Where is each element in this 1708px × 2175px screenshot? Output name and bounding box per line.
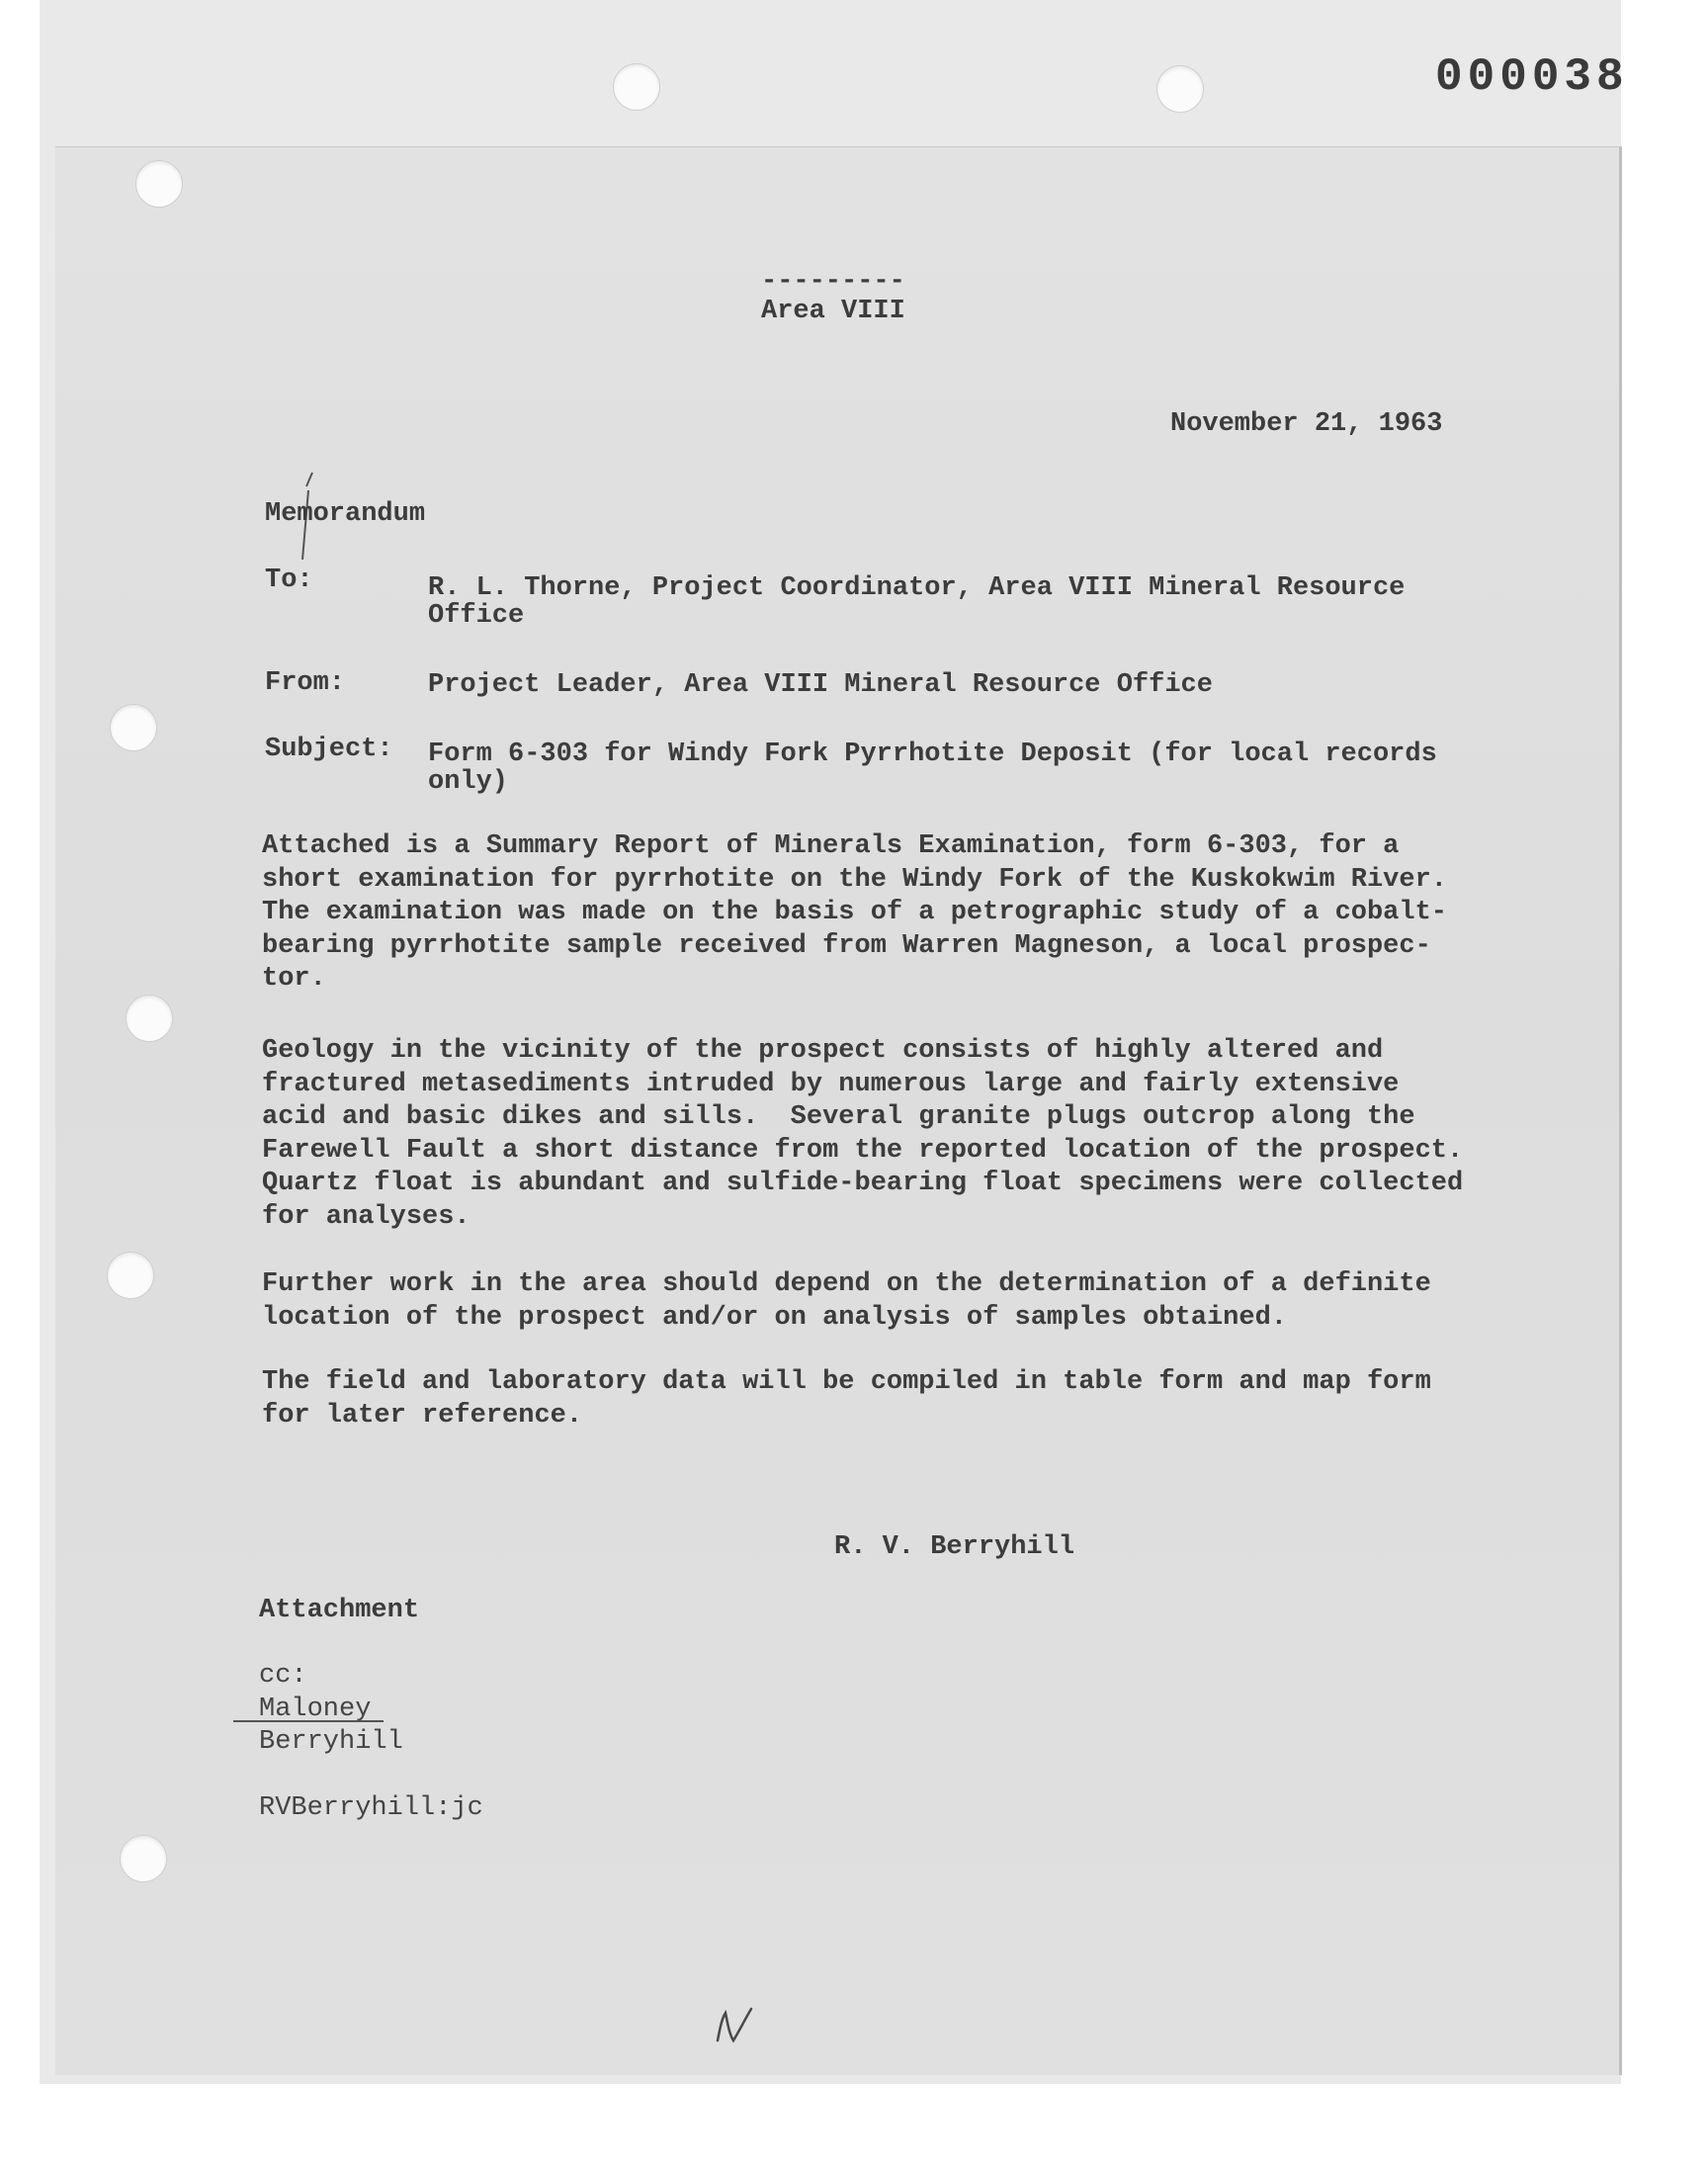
to-line-1: R. L. Thorne, Project Coordinator, Area VIII Mineral Resource [428,573,1406,603]
punch-hole [110,704,157,751]
cc-recipient: Maloney [259,1695,372,1724]
attachment-label: Attachment [259,1596,420,1625]
cc-underline [233,1720,384,1722]
from-line-1: Project Leader, Area VIII Mineral Resource Office [428,670,1213,700]
signature-name: R. V. Berryhill [834,1532,1075,1562]
cc-recipient: Berryhill [259,1727,403,1757]
subject-label: Subject: [265,735,393,764]
handwritten-initial-mark [712,2001,771,2046]
subject-line-1: Form 6-303 for Windy Fork Pyrrhotite Deposit (for local records [428,740,1437,769]
typist-reference: RVBerryhill:jc [259,1793,483,1823]
to-label: To: [265,566,313,595]
punch-hole [120,1835,167,1882]
memo-date: November 21, 1963 [1170,409,1443,439]
punch-hole [613,63,660,111]
subject-line-2: only) [428,767,509,797]
body-paragraph-3: Further work in the area should depend on the determination of a definite location of the prospect and/or on analysis of samples obtained. [262,1269,1431,1333]
punch-hole [126,995,173,1042]
body-paragraph-2: Geology in the vicinity of the prospect consists of highly altered and fractured metasediments intruded by numerous large and fairly extensive acid and basic dikes and sills. Several granite plugs outcrop along the Farewell Fault a short distance from the reported location of the prospect. Quartz float is abundant and sulfide-bearing float specimens were collected for analyses. [262,1036,1464,1232]
body-paragraph-1: Attached is a Summary Report of Minerals Examination, form 6-303, for a short examination for pyrrhotite on the Windy Fork of the Kuskokwim River. The examination was made on the basis of a petrographic study of a cobalt- bearing pyrrhotite sample received from Warren Magneson, a local prospec- tor. [262,831,1447,994]
header-area: Area VIII [761,297,905,326]
header-dashes: --------- [761,267,905,297]
to-line-2: Office [428,601,525,631]
from-label: From: [265,668,346,698]
punch-hole [107,1252,154,1299]
cc-label: cc: [259,1661,307,1691]
punch-hole [1156,65,1204,113]
memo-heading: Memorandum [265,499,426,529]
punch-hole [135,160,183,208]
page-number-stamp: 000038 [1435,51,1629,103]
body-paragraph-4: The field and laboratory data will be compiled in table form and map form for later reference. [262,1367,1431,1431]
